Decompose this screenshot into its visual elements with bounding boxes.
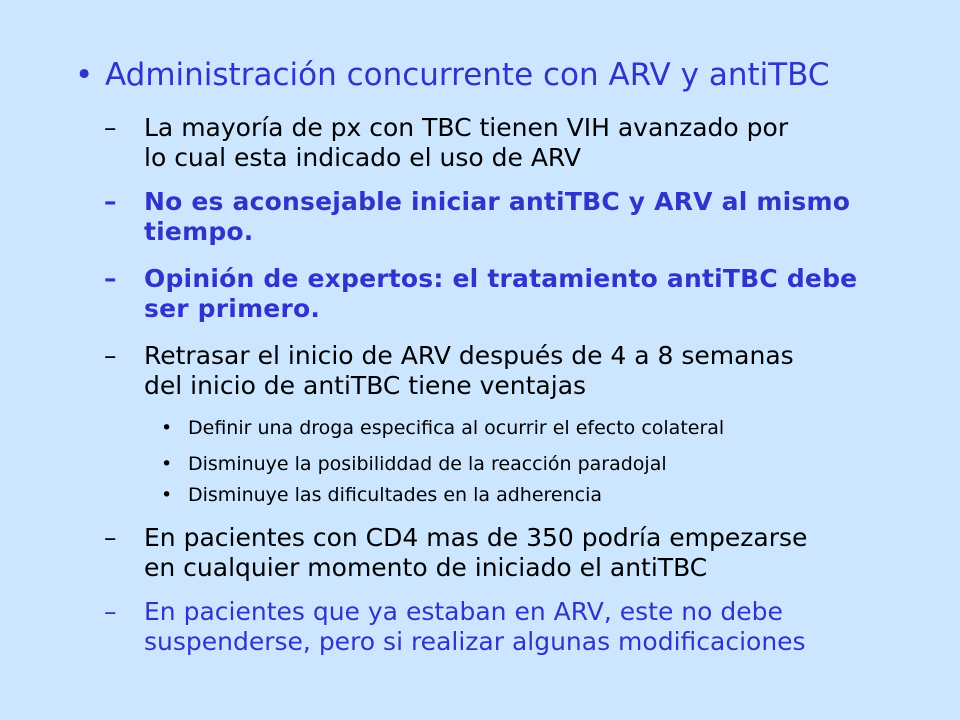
dash-marker: –	[104, 341, 117, 370]
list-item-line: En pacientes con CD4 mas de 350 podría empezarse	[144, 523, 808, 552]
bullet-icon: •	[161, 484, 173, 506]
list-item-line: No es aconsejable iniciar antiTBC y ARV al mismo	[144, 187, 851, 216]
sub-item-adherencia	[161, 484, 603, 506]
dash-marker: –	[104, 264, 117, 293]
list-item-line: en cualquier momento de iniciado el antiTBC	[144, 553, 708, 582]
bullet-icon: •	[75, 57, 94, 93]
bullet-icon: •	[161, 453, 173, 475]
dash-marker: –	[104, 597, 117, 626]
list-item-cd4	[104, 523, 808, 583]
list-item-line: suspenderse, pero si realizar algunas modificaciones	[144, 627, 806, 656]
list-item-line: Opinión de expertos: el tratamiento antiTBC debe	[144, 264, 858, 293]
dash-marker: –	[104, 187, 117, 216]
sub-item-text: Definir una droga especifica al ocurrir el efecto colateral	[188, 417, 725, 439]
list-item-line: Retrasar el inicio de ARV después de 4 a 8 semanas	[144, 341, 794, 370]
list-item-line: lo cual esta indicado el uso de ARV	[144, 143, 582, 172]
list-item-opinion-expertos	[104, 264, 858, 324]
list-item-line: En pacientes que ya estaban en ARV, este no debe	[144, 597, 783, 626]
list-item-line: tiempo.	[144, 217, 254, 246]
sub-item-definir-droga	[161, 417, 725, 439]
heading-text: Administración concurrente con ARV y antiTBC	[105, 57, 830, 93]
list-item-no-aconsejable	[104, 187, 851, 247]
list-item-px-tbc-vih	[104, 113, 789, 173]
dash-marker: –	[104, 523, 117, 552]
dash-marker: –	[104, 113, 117, 142]
list-item-ya-en-arv	[104, 597, 806, 657]
list-item-line: del inicio de antiTBC tiene ventajas	[144, 371, 587, 400]
list-item-line: La mayoría de px con TBC tienen VIH avanzado por	[144, 113, 789, 142]
bullet-icon: •	[161, 417, 173, 439]
heading-bullet-point	[75, 57, 830, 93]
sub-item-reaccion-paradojal	[161, 453, 667, 475]
list-item-retrasar-arv	[104, 341, 794, 401]
sub-item-text: Disminuye la posibiliddad de la reacción paradojal	[188, 453, 667, 475]
sub-item-text: Disminuye las dificultades en la adherencia	[188, 484, 603, 506]
list-item-line: ser primero.	[144, 294, 321, 323]
